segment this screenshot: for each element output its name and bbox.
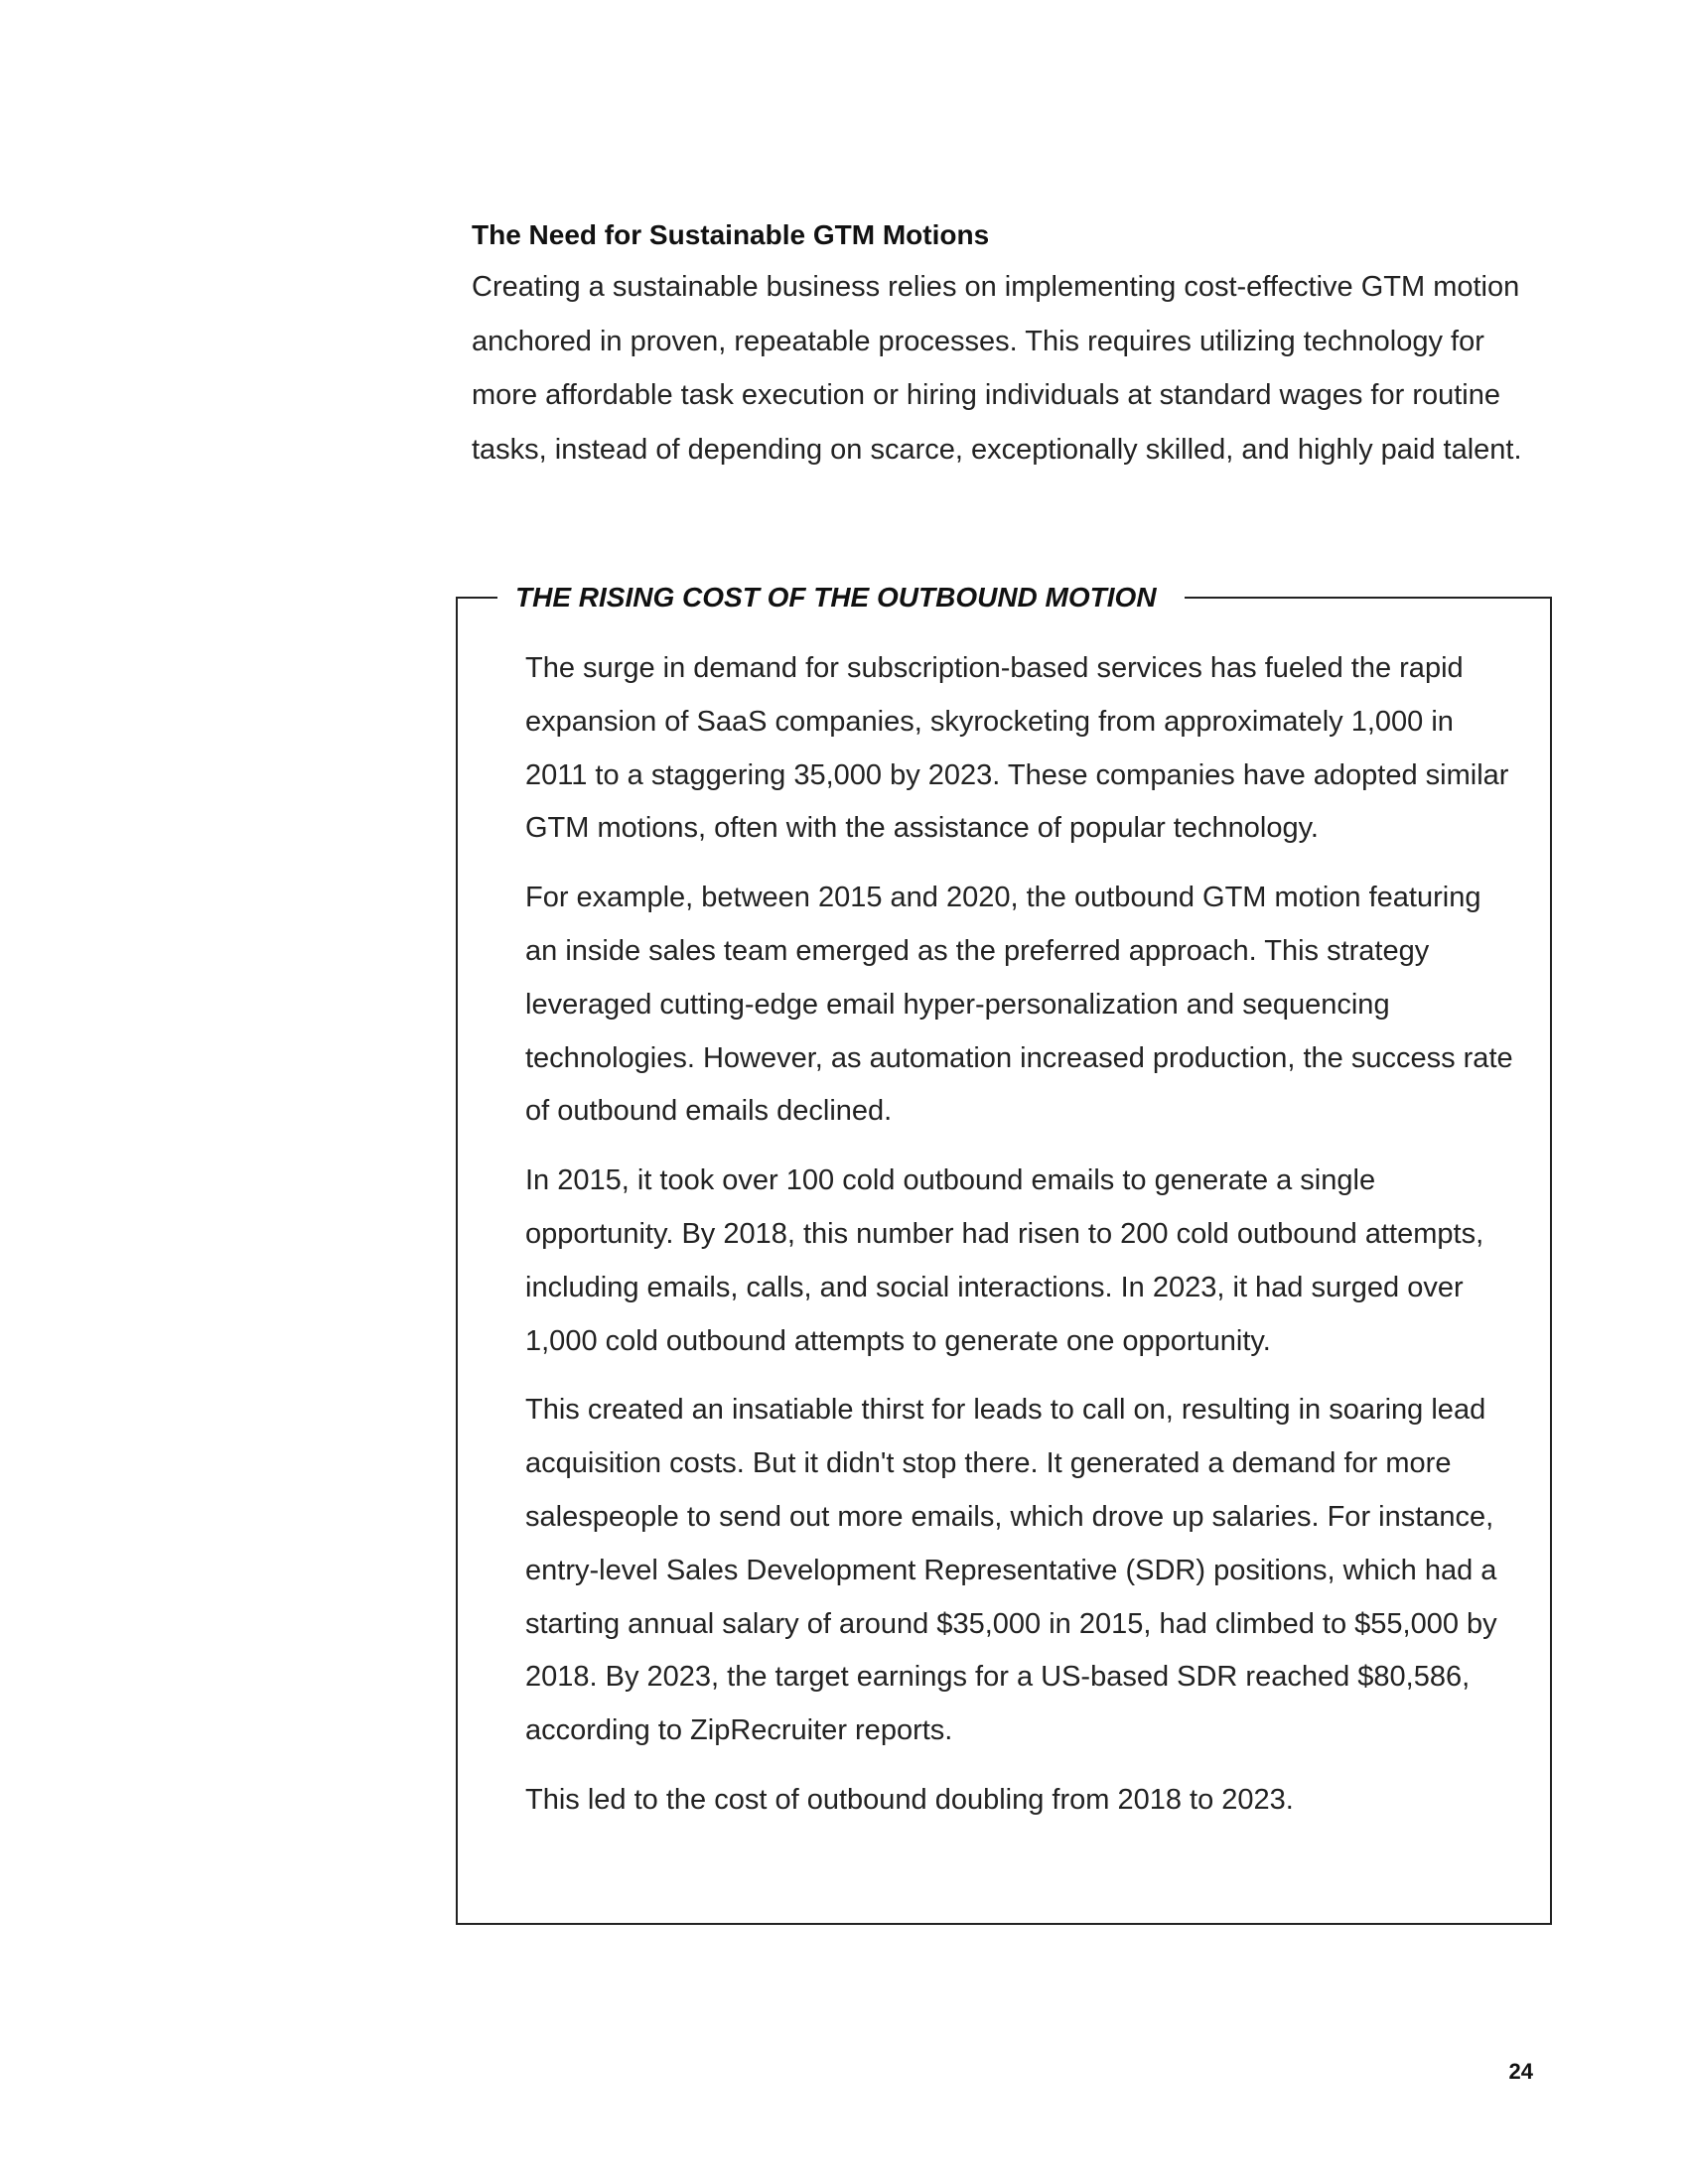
callout-paragraph: For example, between 2015 and 2020, the outbound GTM motion featuring an inside sales team emerged as the preferred approach. This strategy leveraged cutting-edge email hyper-personalization and sequencing technologies. However, as automation increased production, the success rate of outbound emails declined. [525, 882, 1513, 1128]
section [472, 210, 1524, 477]
callout-title: THE RISING COST OF THE OUTBOUND MOTION [497, 573, 1185, 622]
callout-paragraph: This created an insatiable thirst for leads to call on, resulting in soaring lead acquisition costs. But it didn't stop there. It generated a demand for more salespeople to send out more emails, which drove up salaries. For instance, entry-level Sales Development Representative (SDR) positions, which had a starting annual salary of around $35,000 in 2015, had climbed to $55,000 by 2018. By 2023, the target earnings for a US-based SDR reached $80,586, according to ZipRecruiter reports. [525, 1394, 1497, 1747]
callout-content [525, 642, 1518, 1843]
page-number: 24 [1508, 2059, 1533, 2084]
section-title: The Need for Sustainable GTM Motions [472, 219, 990, 250]
callout-paragraph: The surge in demand for subscription-based services has fueled the rapid expansion of SaaS companies, skyrocketing from approximately 1,000 in 2011 to a staggering 35,000 by 2023. These companies have adopted similar GTM motions, often with the assistance of popular technology. [525, 652, 1509, 845]
callout-paragraph: This led to the cost of outbound doubling from 2018 to 2023. [525, 1783, 1294, 1816]
callout-box [456, 582, 1552, 1925]
callout-paragraph: In 2015, it took over 100 cold outbound emails to generate a single opportunity. By 2018, this number had risen to 200 cold outbound attempts, including emails, calls, and social interactions. In 2023, it had surged over 1,000 cold outbound attempts to generate one opportunity. [525, 1164, 1484, 1357]
section-body: Creating a sustainable business relies on implementing cost-effective GTM motion anchored in proven, repeatable processes. This requires utilizing technology for more affordable task execution or hiring individuals at standard wages for routine tasks, instead of depending on scarce, exceptionally skilled, and highly paid talent. [472, 271, 1522, 466]
